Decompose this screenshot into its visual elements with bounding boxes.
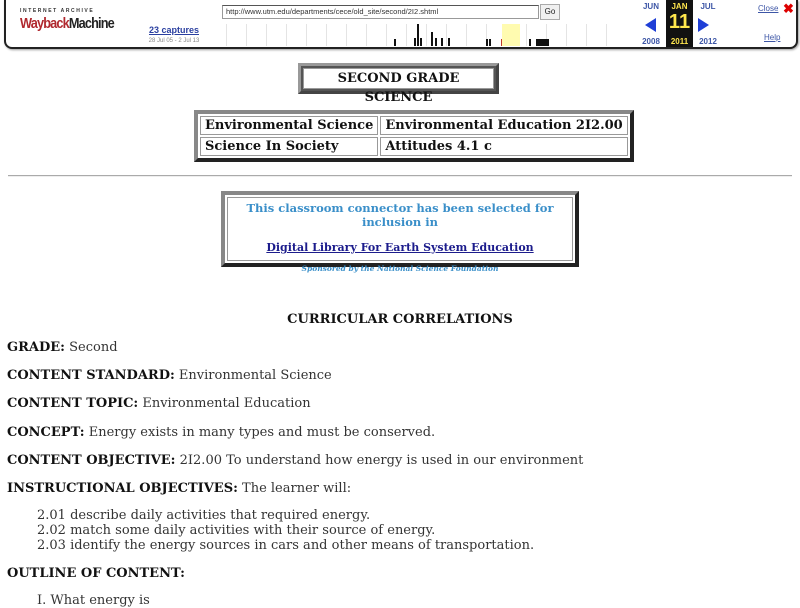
prev-year[interactable]: 2008 [642,37,660,46]
close-link[interactable]: Close [758,4,779,13]
field-instructional-objectives: INSTRUCTIONAL OBJECTIVES: The learner will: [7,481,352,496]
field-concept: CONCEPT: Energy exists in many types and must be conserved. [7,425,436,440]
standards-table [194,110,634,162]
captures-info [142,25,206,44]
table-cell: Environmental Education 2I2.00 [380,116,627,135]
next-capture[interactable] [693,0,723,47]
objective-item: 2.03 identify the energy sources in cars and other means of transportation. [37,538,535,553]
wayback-toolbar [4,0,798,49]
field-content-standard: CONTENT STANDARD: Environmental Science [7,368,332,383]
horizontal-divider [8,175,792,177]
dlese-link[interactable]: Digital Library For Earth System Education [266,241,534,254]
current-year: 2011 [670,37,689,46]
go-button[interactable]: Go [540,4,560,20]
table-row [200,116,628,135]
current-year-highlight [502,24,520,46]
page-title-box [298,63,499,105]
table-row [200,137,628,156]
objective-item: 2.01 describe daily activities that required energy. [37,508,371,523]
dlese-notice: This classroom connector has been selected for inclusion in [246,201,554,229]
captures-link[interactable]: 23 captures [148,25,200,35]
current-day: 11 [668,11,691,33]
logo-wayback-machine: WaybackMachine [20,15,114,32]
dlese-box [221,191,579,273]
field-content-objective: CONTENT OBJECTIVE: 2I2.00 To understand how energy is used in our environment [7,453,584,468]
section-title: CURRICULAR CORRELATIONS [287,312,513,327]
table-cell: Attitudes 4.1 c [380,137,627,156]
next-arrow-icon[interactable] [698,18,709,32]
logo-internet-archive: INTERNET ARCHIVE [20,8,95,14]
table-cell: Science In Society [200,137,378,156]
field-grade: GRADE: Second [7,340,118,355]
dlese-sponsor: Sponsored by the National Science Foundation [301,264,499,273]
table-cell: Environmental Science [200,116,378,135]
wayback-logo[interactable] [20,8,114,32]
next-month[interactable]: JUL [700,2,716,11]
help-link[interactable]: Help [764,33,781,42]
capture-sparkline[interactable] [216,24,636,46]
prev-capture[interactable] [636,0,666,47]
field-outline: OUTLINE OF CONTENT: [7,566,185,581]
prev-arrow-icon[interactable] [645,18,656,32]
current-capture [666,0,693,47]
close-icon[interactable]: ✖ [783,1,794,16]
objective-item: 2.02 match some daily activities with their source of energy. [37,523,436,538]
current-month: JAN [671,2,688,11]
next-year[interactable]: 2012 [699,37,717,46]
captures-range: 28 Jul 05 - 2 Jul 13 [148,38,200,44]
prev-month[interactable]: JUN [642,2,659,11]
field-content-topic: CONTENT TOPIC: Environmental Education [7,396,311,411]
outline-item: I. What energy is [37,593,150,608]
url-input[interactable]: http://www.utm.edu/departments/cece/old_site/second/2I2.shtml [222,5,539,19]
page-title: SECOND GRADE SCIENCE [303,68,494,89]
